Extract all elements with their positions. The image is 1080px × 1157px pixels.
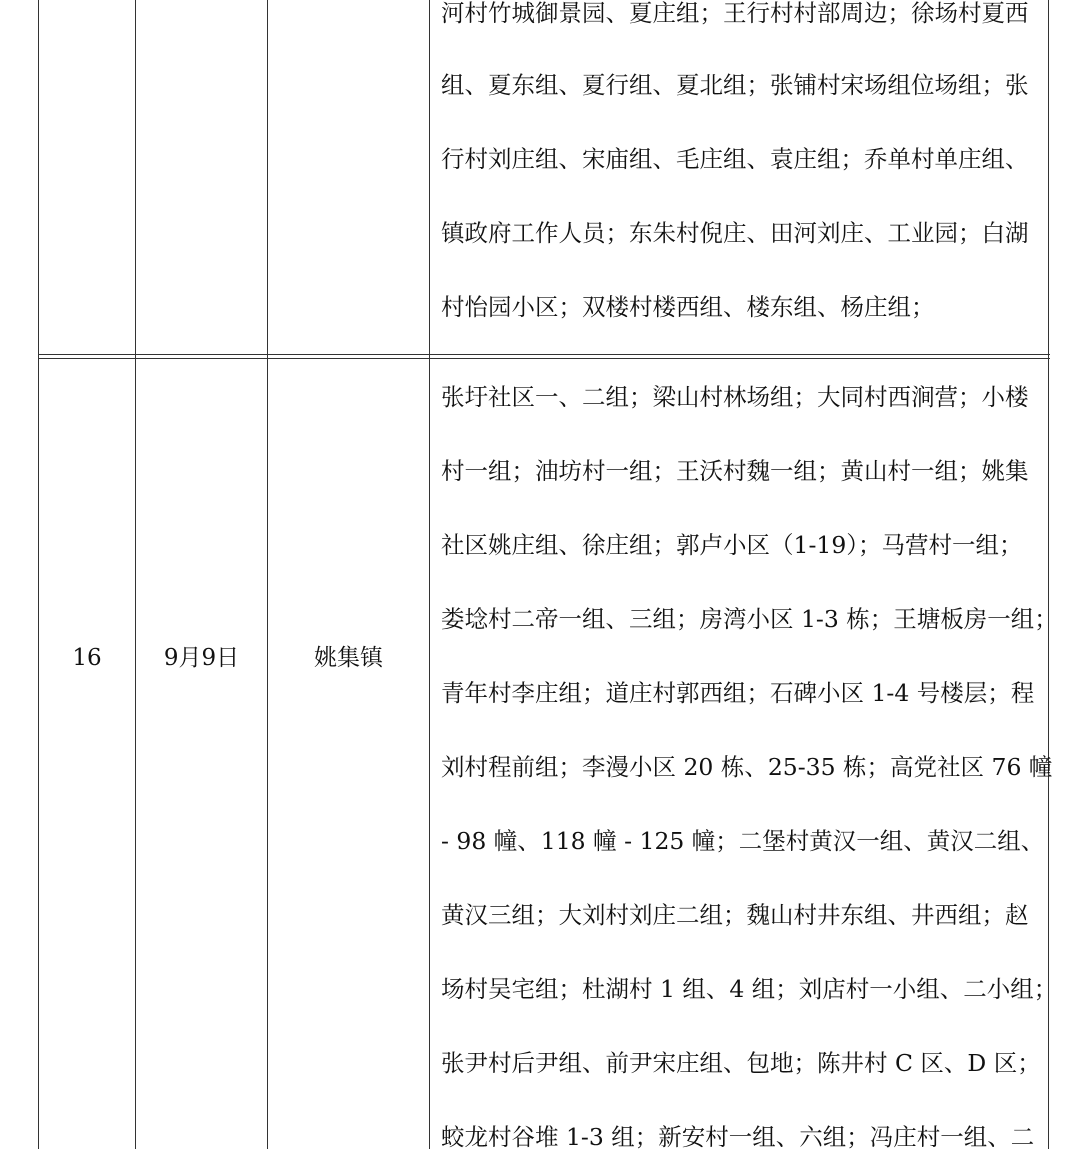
area-line: 蛟龙村谷堆 1-3 组；新安村一组、六组；冯庄村一组、二	[441, 1123, 1035, 1151]
row-divider-double-bottom	[38, 358, 1050, 359]
area-line: 场村吴宅组；杜湖村 1 组、4 组；刘店村一小组、二小组；	[441, 975, 1058, 1003]
table-border-left	[38, 0, 39, 1149]
area-line: 青年村李庄组；道庄村郭西组；石碑小区 1-4 号楼层；程	[441, 679, 1035, 707]
area-line: 刘村程前组；李漫小区 20 栋、25-35 栋；高党社区 76 幢	[441, 753, 1053, 781]
row-town: 姚集镇	[314, 645, 383, 671]
row-divider-double-top	[38, 354, 1050, 355]
area-line: 组、夏东组、夏行组、夏北组；张铺村宋场组位场组；张	[441, 71, 1029, 99]
area-line: 河村竹城御景园、夏庄组；王行村村部周边；徐场村夏西	[441, 0, 1029, 27]
area-line: 娄埝村二帝一组、三组；房湾小区 1-3 栋；王塘板房一组；	[441, 605, 1058, 633]
area-line: 社区姚庄组、徐庄组；郭卢小区（1-19）；马营村一组；	[441, 531, 1023, 559]
area-line: 张圩社区一、二组；梁山村林场组；大同村西涧营；小楼	[441, 383, 1029, 411]
area-line: - 98 幢、118 幢 - 125 幢；二堡村黄汉一组、黄汉二组、	[441, 827, 1045, 855]
row-index: 16	[72, 645, 102, 671]
column-divider-1	[135, 0, 136, 1149]
area-line: 张尹村后尹组、前尹宋庄组、包地；陈井村 C 区、D 区；	[441, 1049, 1041, 1077]
area-line: 黄汉三组；大刘村刘庄二组；魏山村井东组、井西组；赵	[441, 901, 1029, 929]
area-line: 村怡园小区；双楼村楼西组、楼东组、杨庄组；	[441, 293, 935, 321]
column-divider-3	[429, 0, 430, 1149]
area-line: 镇政府工作人员；东朱村倪庄、田河刘庄、工业园；白湖	[441, 219, 1029, 247]
row-date: 9月9日	[163, 645, 240, 671]
column-divider-2	[267, 0, 268, 1149]
area-line: 行村刘庄组、宋庙组、毛庄组、袁庄组；乔单村单庄组、	[441, 145, 1029, 173]
area-line: 村一组；油坊村一组；王沃村魏一组；黄山村一组；姚集	[441, 457, 1029, 485]
